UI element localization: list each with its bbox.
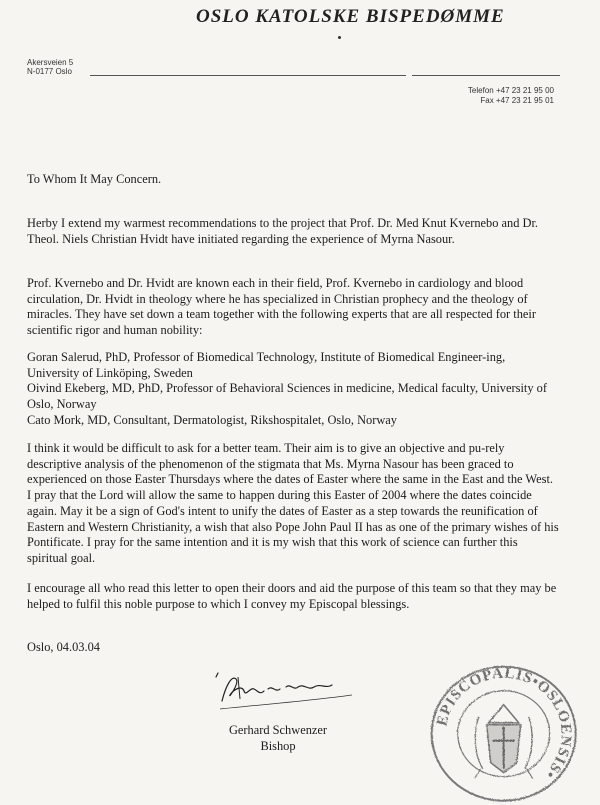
expert-item: Goran Salerud, PhD, Professor of Biomedical Technology, Institute of Biomedical Engineer-ing, University of Linköping, Sweden — [27, 350, 506, 380]
fax-number: Fax +47 23 21 95 01 — [480, 96, 554, 105]
signature-image — [208, 665, 358, 715]
letter-date: Oslo, 04.03.04 — [27, 640, 100, 654]
paragraph-intro: Herby I extend my warmest recommendations to the project that Prof. Dr. Med Knut Kvernebo and Dr. Theol. Niels Christian Hvidt have initiated regarding the experience of Myrna Nasour. — [27, 216, 538, 246]
salutation: To Whom It May Concern. — [27, 172, 162, 186]
paragraph-team: Prof. Kvernebo and Dr. Hvidt are known each in their field, Prof. Kvernebo in cardiology and blood circulation, Dr. Hvidt in theology where he has specialized in Christian prophecy and the theology of miracles. They have set down a team together with the following experts that are all respected for their scientific rigor and human nobility: — [27, 276, 536, 338]
signatory-block — [228, 722, 328, 754]
letterhead-dot — [338, 36, 341, 39]
address-line-2: N-0177 Oslo — [27, 67, 72, 76]
expert-list — [27, 350, 559, 429]
paragraph-blessing: I encourage all who read this letter to open their doors and aid the purpose of this team so that they may be helped to fulfil this noble purpose to which I convey my Episcopal blessings. — [27, 581, 557, 611]
episcopal-seal — [428, 664, 578, 802]
signatory-name: Gerhard Schwenzer — [228, 723, 328, 737]
letterhead-contact — [420, 86, 554, 106]
paragraph-aim: I think it would be difficult to ask for a better team. Their aim is to give an objective and pu-rely descriptive analysis of the phenomenon of the stigmata that Ms. Myrna Nasour has been graced to experienced on those Easter Thursdays where the dates of Easter where the same in the East and the West. I pray that the Lord will allow the same to happen during this Easter of 2004 where the dates coincide again. May it be a sign of God's intent to unify the dates of Easter as a step towards the reunification of Eastern and Western Christianity, a wish that also Pope John Paul II has as one of the primary wishes of his Pontificate. I pray for the same intention and it is my wish that this work of science can further this spiritual goal. — [27, 441, 559, 565]
address-line-1: Akersveien 5 — [27, 58, 74, 67]
letterhead-rule-left — [90, 75, 406, 76]
letterhead-address — [27, 58, 73, 76]
expert-item: Cato Mork, MD, Consultant, Dermatologist, Rikshospitalet, Oslo, Norway — [27, 412, 397, 427]
seal-legend: EPISCOPALIS•OSLOENSIS• — [433, 664, 574, 782]
letterhead-title: OSLO KATOLSKE BISPEDØMME — [196, 6, 505, 27]
signatory-title: Bishop — [260, 739, 296, 753]
letterhead-rule-right — [412, 75, 560, 76]
phone-number: Telefon +47 23 21 95 00 — [467, 86, 554, 95]
expert-item: Oivind Ekeberg, MD, PhD, Professor of Behavioral Sciences in medicine, Medical faculty, University of Oslo, Norway — [27, 381, 547, 412]
